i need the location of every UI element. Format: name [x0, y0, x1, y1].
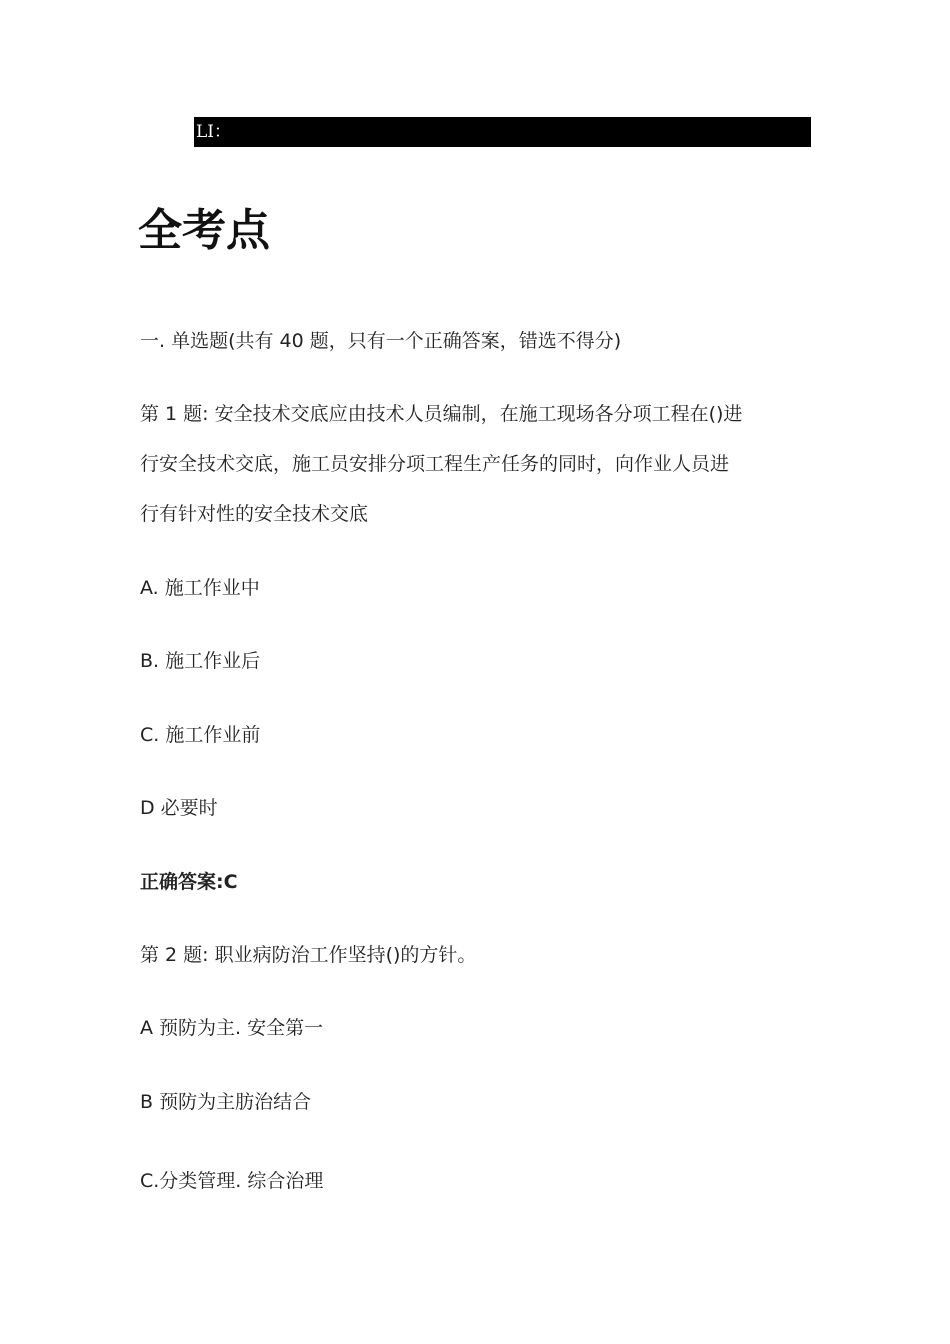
- question-2-option-a: A 预防为主. 安全第一: [140, 1017, 324, 1039]
- question-1-line-1: 第 1 题: 安全技术交底应由技术人员编制，在施工现场各分项工程在()进: [140, 403, 743, 425]
- question-1-line-3: 行有针对性的安全技术交底: [140, 503, 369, 525]
- question-1-answer: 正确答案:C: [140, 871, 238, 893]
- question-1-option-a: A. 施工作业中: [140, 577, 260, 599]
- header-bar: [194, 117, 811, 147]
- header-bar-text: LI：: [196, 122, 232, 142]
- question-2-line-1: 第 2 题: 职业病防治工作坚持()的方针。: [140, 944, 477, 966]
- section-heading: 一. 单选题(共有 40 题，只有一个正确答案，错选不得分): [140, 330, 622, 352]
- question-1-line-2: 行安全技术交底，施工员安排分项工程生产任务的同时，向作业人员进: [140, 453, 730, 475]
- question-2-option-c: C.分类管理. 综合治理: [140, 1170, 324, 1192]
- question-1-option-d: D 必要时: [140, 797, 218, 819]
- question-1-option-c: C. 施工作业前: [140, 724, 261, 746]
- question-2-option-b: B 预防为主肪治结合: [140, 1091, 312, 1113]
- question-1-option-b: B. 施工作业后: [140, 650, 261, 672]
- page-title: 全考点: [138, 205, 270, 256]
